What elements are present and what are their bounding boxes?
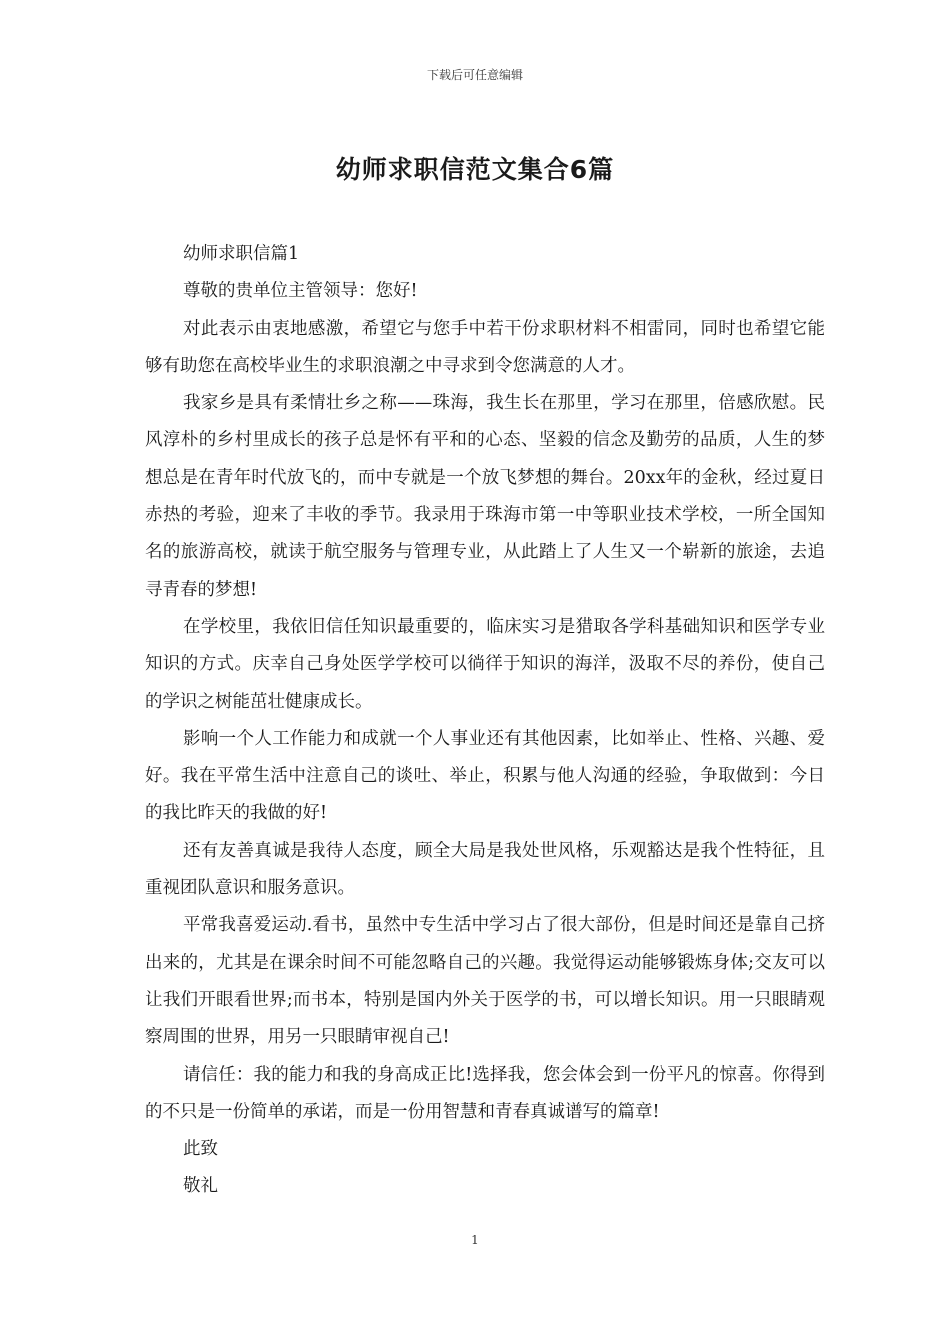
header-note: 下载后可任意编辑 [426,68,523,82]
document-body [145,236,825,1206]
closing-line: 此致 [183,1139,218,1160]
closing-line: 敬礼 [183,1176,218,1197]
body-paragraph: 还有友善真诚是我待人态度，顾全大局是我处世风格，乐观豁达是我个性特征，且重视团队意识和服务意识。 [145,840,825,899]
body-paragraph: 对此表示由衷地感激，希望它与您手中若干份求职材料不相雷同，同时也希望它能够有助您在高校毕业生的求职浪潮之中寻求到令您满意的人才。 [145,318,825,376]
body-paragraph: 请信任：我的能力和我的身高成正比!选择我，您会体会到一份平凡的惊喜。你得到的不只是一份简单的承诺，而是一份用智慧和青春真诚谱写的篇章! [145,1064,825,1122]
body-paragraph: 平常我喜爱运动.看书，虽然中专生活中学习占了很大部份，但是时间还是靠自己挤出来的，尤其是在课余时间不可能忽略自己的兴趣。我觉得运动能够锻炼身体;交友可以让我们开眼看世界;而书本，特别是国内外关于医学的书，可以增长知识。用一只眼睛观察周围的世界，用另一只眼睛审视自己! [145,915,825,1048]
body-paragraph: 影响一个人工作能力和成就一个人事业还有其他因素，比如举止、性格、兴趣、爱好。我在平常生活中注意自己的谈吐、举止，积累与他人沟通的经验，争取做到：今日的我比昨天的我做的好! [145,728,825,824]
body-paragraph: 在学校里，我依旧信任知识最重要的，临床实习是猎取各学科基础知识和医学专业知识的方式。庆幸自己身处医学学校可以徜徉于知识的海洋，汲取不尽的养份，使自己的学识之树能茁壮健康成长。 [145,616,825,712]
page-number: 1 [471,1233,479,1247]
document-title: 幼师求职信范文集合6篇 [335,155,615,184]
salutation: 尊敬的贵单位主管领导：您好! [183,281,418,302]
body-paragraph: 我家乡是具有柔情壮乡之称——珠海，我生长在那里，学习在那里，倍感欣慰。民风淳朴的乡村里成长的孩子总是怀有平和的心态、坚毅的信念及勤劳的品质，人生的梦想总是在青年时代放飞的，而中专就是一个放飞梦想的舞台。20xx年的金秋，经过夏日赤热的考验，迎来了丰收的季节。我录用于珠海市第一中等职业技术学校，一所全国知名的旅游高校，就读于航空服务与管理专业，从此踏上了人生又一个崭新的旅途，去追寻青春的梦想! [145,393,825,600]
section-heading: 幼师求职信篇1 [183,244,300,264]
